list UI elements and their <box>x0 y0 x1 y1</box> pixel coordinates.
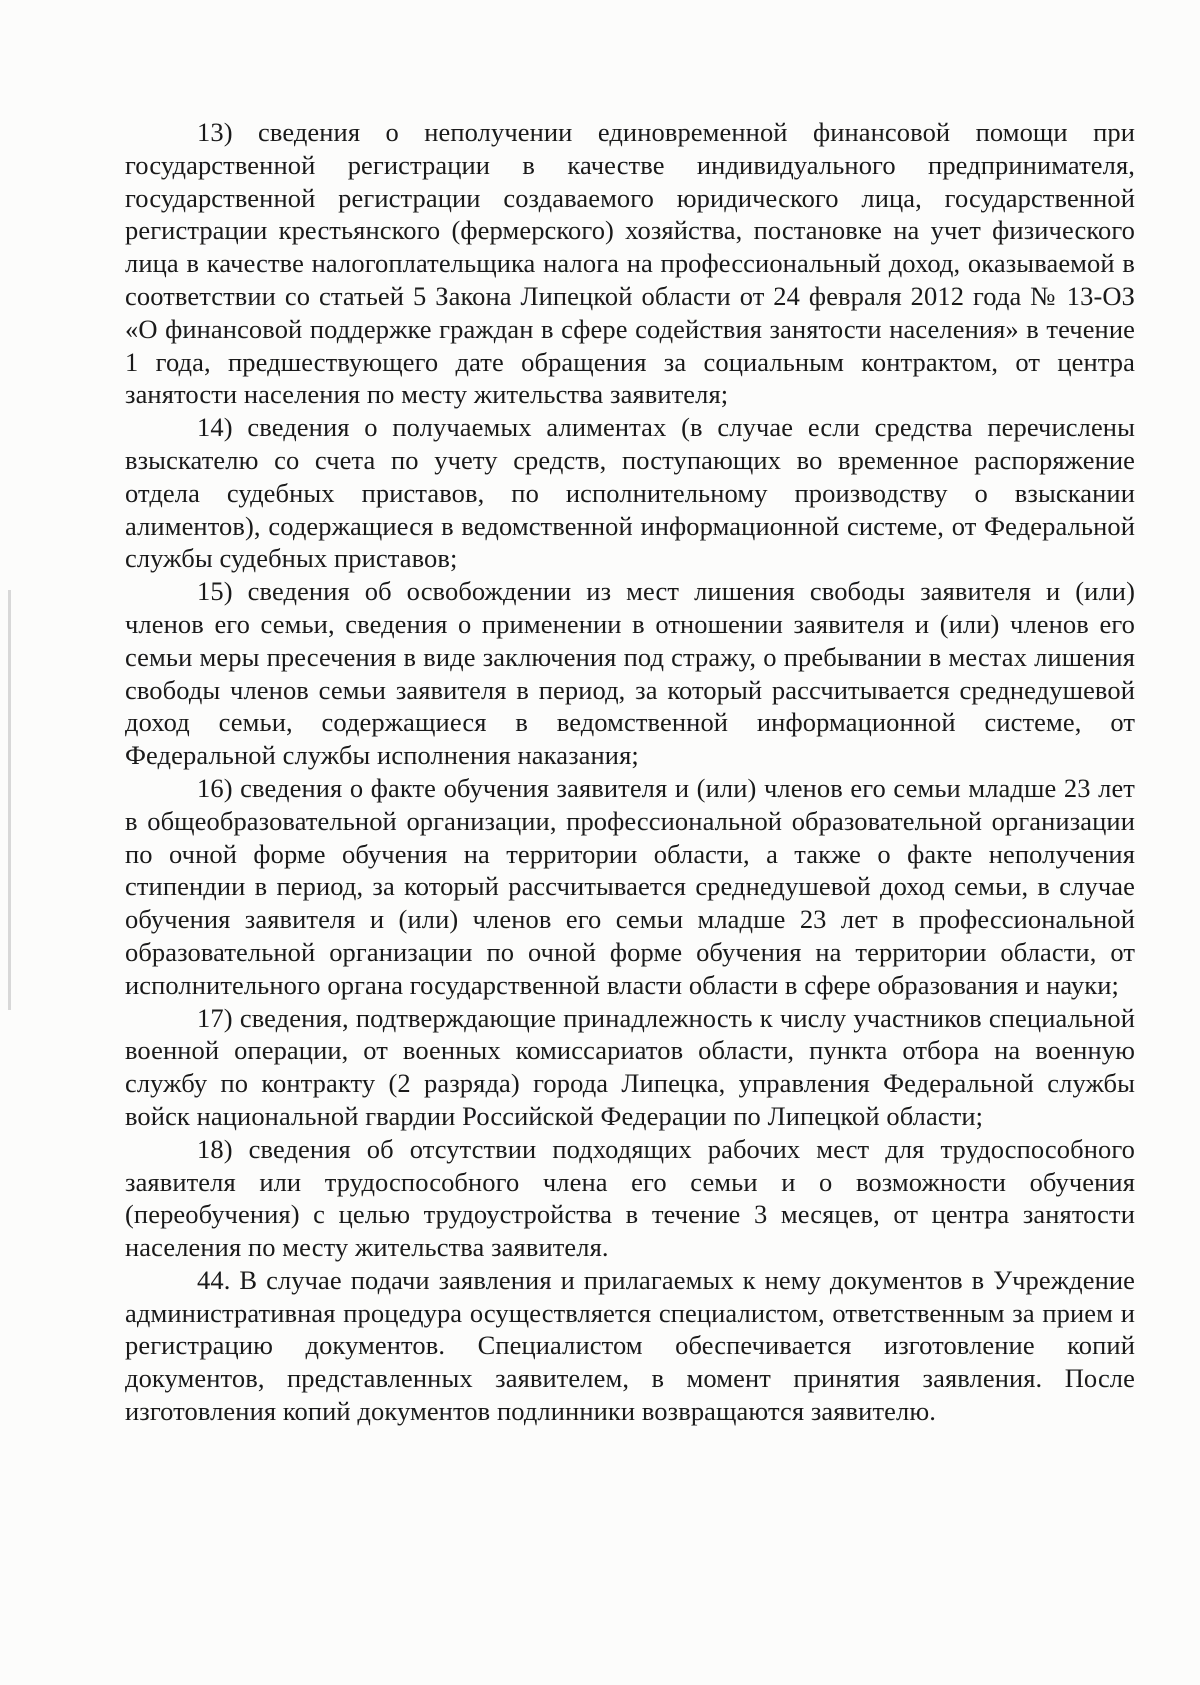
scan-edge-mark <box>8 590 11 1010</box>
paragraph-item-15: 15) сведения об освобождении из мест лишения свободы заявителя и (или) членов его семьи, сведения о применении в отношении заявителя и (или) членов его семьи меры пресечения в виде заключения под стражу, о пребывании в местах лишения свободы членов семьи заявителя в период, за который рассчитывается среднедушевой доход семьи, содержащиеся в ведомственной информационной системе, от Федеральной службы исполнения наказания; <box>125 576 1135 771</box>
document-body <box>125 116 1135 1428</box>
paragraph-item-16: 16) сведения о факте обучения заявителя и (или) членов его семьи младше 23 лет в общеобразовательной организации, профессиональной образовательной организации по очной форме обучения на территории области, а также о факте неполучения стипендии в период, за который рассчитывается среднедушевой доход семьи, в случае обучения заявителя и (или) членов его семьи младше 23 лет в профессиональной образовательной организации по очной форме обучения на территории области, от исполнительного органа государственной власти области в сфере образования и науки; <box>125 772 1135 1000</box>
paragraph-item-13: 13) сведения о неполучении единовременной финансовой помощи при государственной регистрации в качестве индивидуального предпринимателя, государственной регистрации создаваемого юридического лица, государственной регистрации крестьянского (фермерского) хозяйства, постановке на учет физического лица в качестве налогоплательщика налога на профессиональный доход, оказываемой в соответствии со статьей 5 Закона Липецкой области от 24 февраля 2012 года № 13-ОЗ «О финансовой поддержке граждан в сфере содействия занятости населения» в течение 1 года, предшествующего дате обращения за социальным контрактом, от центра занятости населения по месту жительства заявителя; <box>125 117 1135 410</box>
paragraph-item-14: 14) сведения о получаемых алиментах (в случае если средства перечислены взыскателю со счета по учету средств, поступающих во временное распоряжение отдела судебных приставов, по исполнительному производству о взыскании алиментов), содержащиеся в ведомственной информационной системе, от Федеральной службы судебных приставов; <box>125 412 1135 574</box>
paragraph-item-17: 17) сведения, подтверждающие принадлежность к числу участников специальной военной операции, от военных комиссариатов области, пункта отбора на военную службу по контракту (2 разряда) города Липецка, управления Федеральной службы войск национальной гвардии Российской Федерации по Липецкой области; <box>125 1002 1135 1131</box>
paragraph-section-44: 44. В случае подачи заявления и прилагаемых к нему документов в Учреждение административная процедура осуществляется специалистом, ответственным за прием и регистрацию документов. Специалистом обеспечивается изготовление копий документов, представленных заявителем, в момент принятия заявления. После изготовления копий документов подлинники возвращаются заявителю. <box>125 1264 1135 1427</box>
paragraph-item-18: 18) сведения об отсутствии подходящих рабочих мест для трудоспособного заявителя или трудоспособного члена его семьи и о возможности обучения (переобучения) с целью трудоустройства в течение 3 месяцев, от центра занятости населения по месту жительства заявителя. <box>125 1133 1135 1263</box>
